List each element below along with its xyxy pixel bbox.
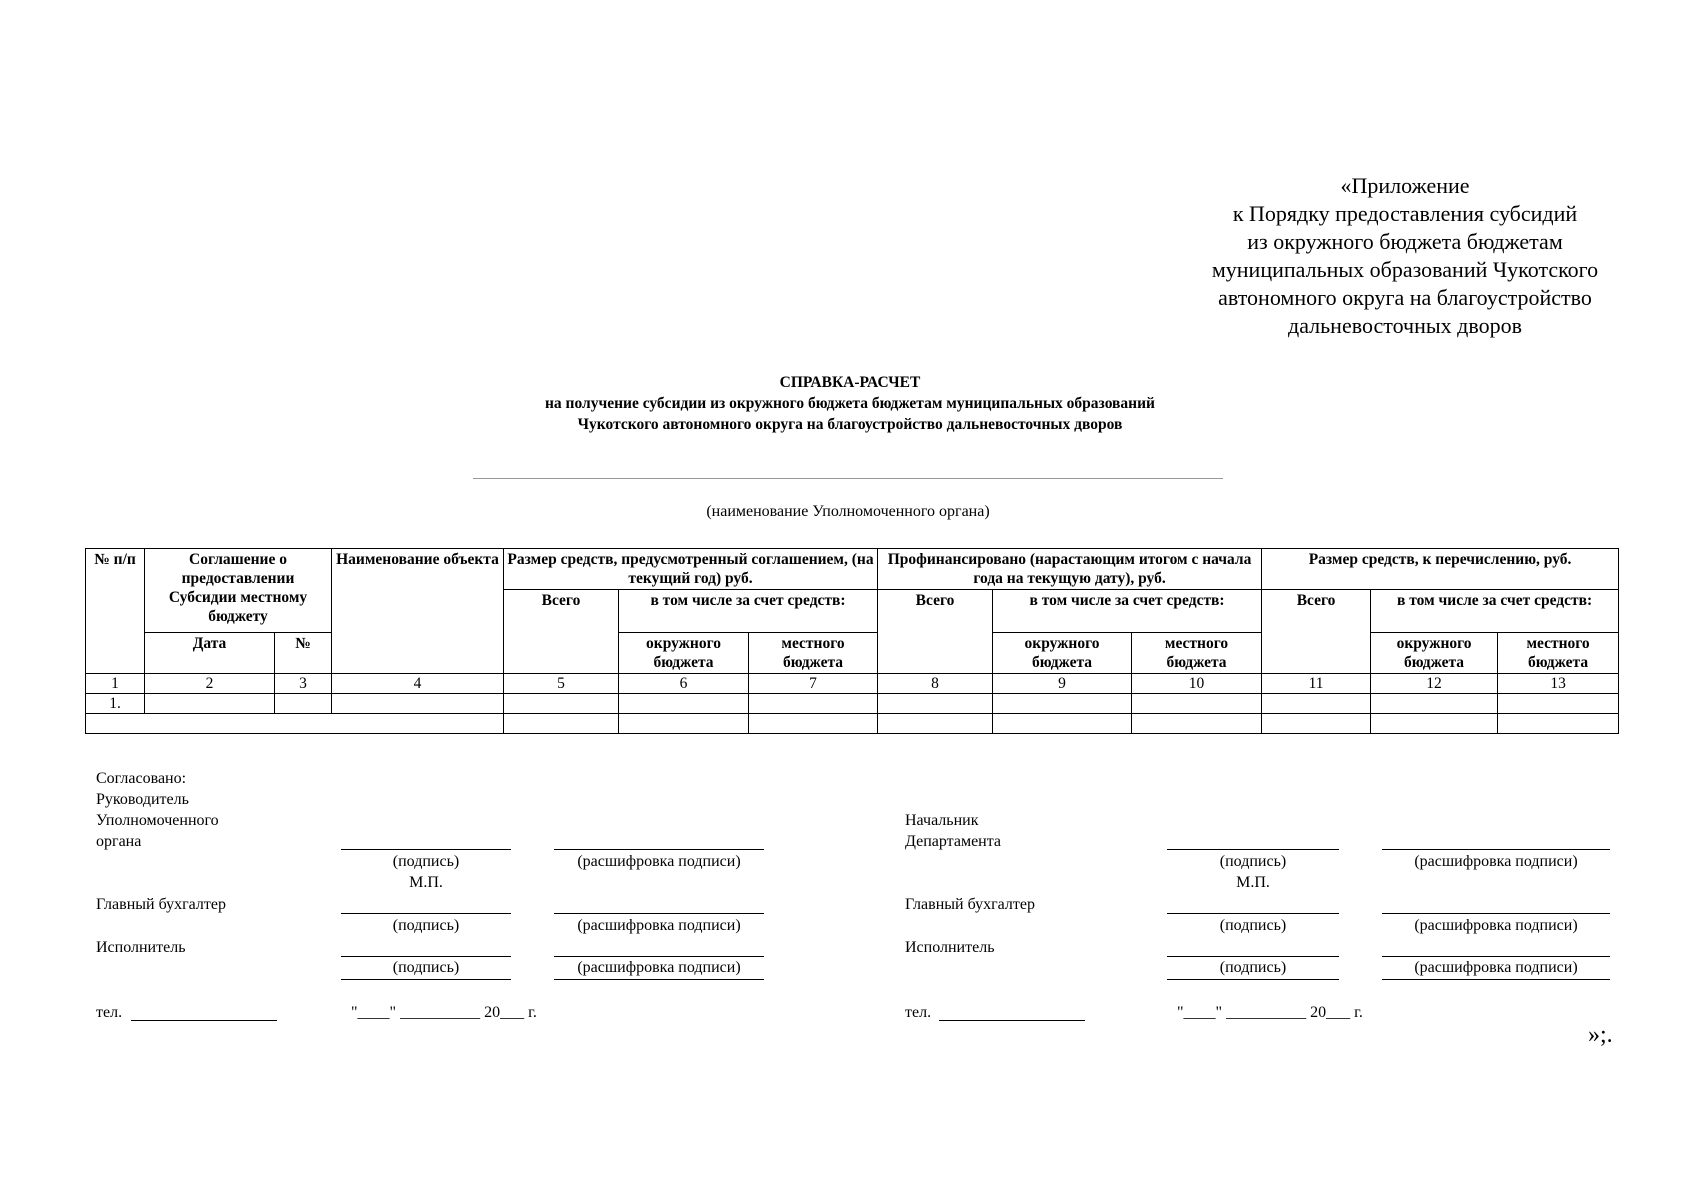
header-agreement-funds: Размер средств, предусмотренный соглашением, (на текущий год) руб. [504,549,878,590]
document-subtitle: на получение субсидии из окружного бюджета бюджетам муниципальных образований [545,395,1155,412]
signature-line[interactable] [1167,956,1339,957]
table-cell[interactable] [504,694,619,714]
signature-line[interactable] [341,956,511,957]
decode-caption: (расшифровка подписи) [577,853,741,870]
decode-caption: (расшифровка подписи) [1414,853,1578,870]
column-number: 2 [145,674,275,694]
table-cell[interactable] [86,714,504,734]
decode-caption: (расшифровка подписи) [1414,917,1578,934]
appendix-line: из окружного бюджета бюджетам [1247,229,1563,254]
table-cell[interactable] [1132,694,1262,714]
executor-label: Исполнитель [905,939,995,956]
signature-decode-line[interactable] [1382,956,1610,957]
signature-caption: (подпись) [1219,959,1287,976]
closing-quote: »;. [1588,1022,1613,1048]
table-cell[interactable] [275,694,332,714]
header-number: № [275,633,332,674]
underline [1382,979,1610,980]
underline [341,979,511,980]
calculation-table [85,548,1619,734]
header-total: Всего [504,590,619,674]
table-cell[interactable] [1132,714,1262,734]
appendix-line: муниципальных образований Чукотского [1211,257,1599,282]
chief-accountant-label: Главный бухгалтер [96,896,226,913]
table-cell[interactable] [1262,714,1371,734]
dept-head-title: Начальник [905,812,979,829]
table-cell[interactable] [145,694,275,714]
column-number: 8 [878,674,993,694]
column-number: 12 [1371,674,1498,694]
table-cell[interactable] [619,714,749,734]
signature-caption: (подпись) [392,959,460,976]
signature-decode-line[interactable] [554,913,764,914]
phone-line[interactable] [131,1020,277,1021]
column-number: 13 [1498,674,1619,694]
table-cell[interactable] [1371,694,1498,714]
agreed-label: Согласовано: [96,770,187,787]
table-cell[interactable] [504,714,619,734]
header-district-budget: окружного бюджета [619,633,749,674]
header-local-budget: местного бюджета [1132,633,1262,674]
table-cell[interactable] [1498,714,1619,734]
column-number: 1 [86,674,145,694]
decode-caption: (расшифровка подписи) [577,917,741,934]
underline [554,979,764,980]
appendix-line: автономного округа на благоустройство [1218,285,1592,310]
table-cell[interactable] [878,694,993,714]
signature-line[interactable] [341,913,511,914]
table-cell[interactable] [332,694,504,714]
column-number: 5 [504,674,619,694]
phone-label: тел. [905,1004,932,1021]
signature-caption: (подпись) [1219,917,1287,934]
appendix-line: дальневосточных дворов [1288,313,1522,338]
header-total: Всего [878,590,993,674]
phone-label: тел. [96,1004,123,1021]
header-total: Всего [1262,590,1371,674]
seal-mark: М.П. [409,874,443,891]
decode-caption: (расшифровка подписи) [1414,959,1578,976]
column-number: 11 [1262,674,1371,694]
table-row [86,694,1619,714]
signature-decode-line[interactable] [1382,913,1610,914]
chief-accountant-label: Главный бухгалтер [905,896,1035,913]
signature-line[interactable] [1167,849,1339,850]
executor-label: Исполнитель [96,939,186,956]
header-date: Дата [145,633,275,674]
decode-caption: (расшифровка подписи) [577,959,741,976]
table-cell[interactable] [1262,694,1371,714]
column-number: 3 [275,674,332,694]
header-including: в том числе за счет средств: [993,590,1262,633]
header-district-budget: окружного бюджета [1371,633,1498,674]
column-number: 10 [1132,674,1262,694]
table-cell[interactable] [749,714,878,734]
appendix-line: «Приложение [1340,173,1470,198]
column-number: 7 [749,674,878,694]
date-field[interactable]: "____" __________ 20___ г. [1177,1004,1363,1021]
signature-decode-line[interactable] [554,849,764,850]
header-including: в том числе за счет средств: [619,590,878,633]
table-row-total [86,714,1619,734]
header-agreement: Соглашение о предоставлении Субсидии местному бюджету [145,549,332,633]
table-cell[interactable] [749,694,878,714]
header-financed: Профинансировано (нарастающим итогом с начала года на текущую дату), руб. [878,549,1262,590]
underline [1167,979,1339,980]
org-name-line [473,478,1223,479]
table-cell[interactable] [1498,694,1619,714]
seal-mark: М.П. [1236,874,1270,891]
signature-line[interactable] [341,849,511,850]
appendix-line: к Порядку предоставления субсидий [1232,201,1578,226]
signature-caption: (подпись) [392,853,460,870]
header-including: в том числе за счет средств: [1371,590,1619,633]
head-title: Уполномоченного [96,812,219,829]
header-transfer: Размер средств, к перечислению, руб. [1262,549,1619,590]
signature-caption: (подпись) [392,917,460,934]
signature-caption: (подпись) [1219,853,1287,870]
table-cell[interactable] [993,714,1132,734]
column-number: 6 [619,674,749,694]
signature-decode-line[interactable] [554,956,764,957]
header-district-budget: окружного бюджета [993,633,1132,674]
document-title-block [390,372,1310,435]
appendix-header [1180,172,1630,340]
row-number: 1. [86,694,145,714]
column-number: 9 [993,674,1132,694]
dept-head-title: Департамента [905,833,1002,850]
head-title: Руководитель [96,791,189,808]
signature-line[interactable] [1167,913,1339,914]
table-cell[interactable] [1371,714,1498,734]
header-local-budget: местного бюджета [1498,633,1619,674]
phone-line[interactable] [939,1020,1085,1021]
column-number: 4 [332,674,504,694]
header-local-budget: местного бюджета [749,633,878,674]
header-num: № п/п [86,549,145,674]
table-cell[interactable] [619,694,749,714]
date-field[interactable]: "____" __________ 20___ г. [351,1004,537,1021]
head-title: органа [96,833,142,850]
document-subtitle: Чукотского автономного округа на благоустройство дальневосточных дворов [577,416,1123,433]
table-cell[interactable] [878,714,993,734]
signature-decode-line[interactable] [1382,849,1610,850]
org-name-caption: (наименование Уполномоченного органа) [706,503,990,520]
document-title: СПРАВКА-РАСЧЕТ [779,374,921,391]
header-object: Наименование объекта [332,549,504,674]
table-cell[interactable] [993,694,1132,714]
